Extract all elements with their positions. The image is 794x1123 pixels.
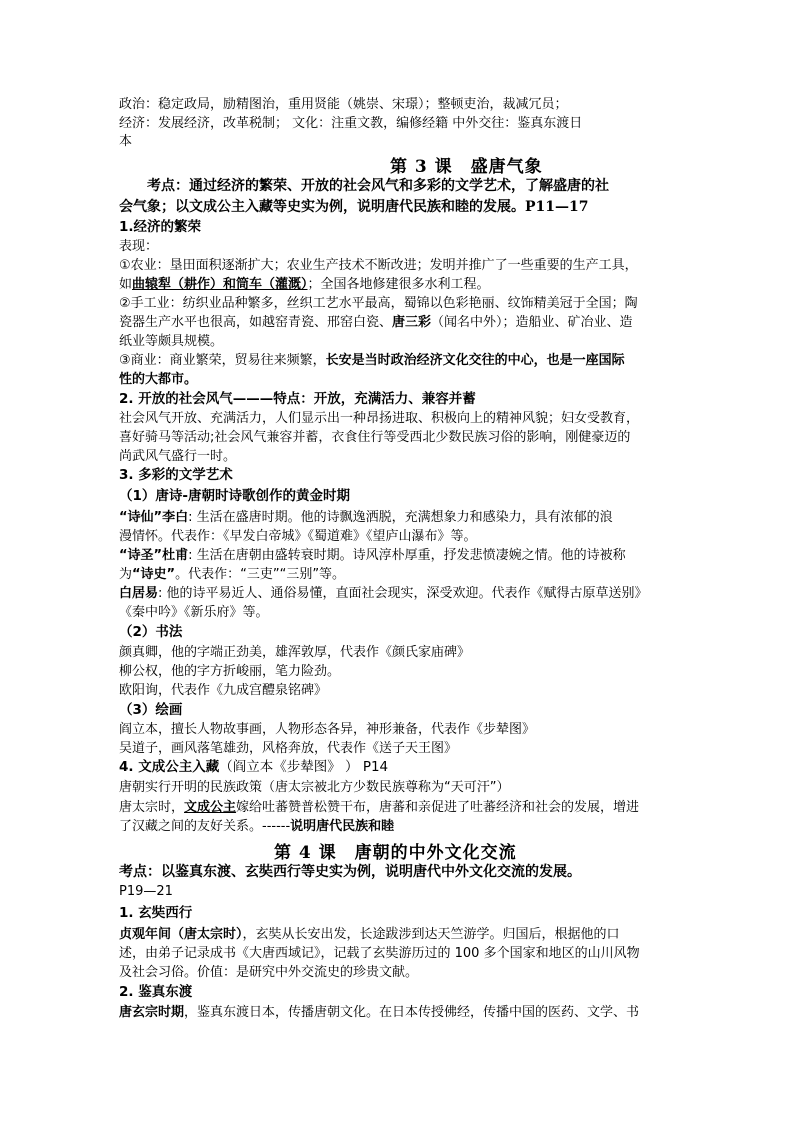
- xuanzang-line1: [119, 925, 620, 944]
- dufu2-bold: “诗史”: [132, 567, 176, 582]
- social-line3: 尚武风气盛行一时。: [119, 449, 237, 464]
- social-line1: 社会风气开放、充满活力，人们显示出一种昂扬进取、积极向上的精神风貌；妇女受教育，: [119, 411, 640, 426]
- dufu-line1: [119, 546, 626, 565]
- wencheng3-pre: 了汉藏之间的友好关系。------: [119, 819, 291, 834]
- agri-pre: 如: [119, 277, 133, 292]
- lesson-3-title: 第 3 课 盛唐气象: [390, 157, 543, 177]
- libai-line2: 漫情怀。代表作：《早发白帝城》《蜀道难》《望庐山瀑布》等。: [119, 529, 477, 544]
- agriculture-line1: ①农业：垦田面积逐渐扩大；农业生产技术不断改进；发明并推广了一些重要的生产工具，: [119, 258, 638, 273]
- hand-post: （闻名中外）；造船业、矿冶业、造: [431, 315, 633, 330]
- section-social-heading: 2. 开放的社会风气———特点：开放，充满活力、兼容并蓄: [119, 391, 476, 407]
- intro-politics-line: 政治：稳定政局，励精图治，重用贤能（姚崇、宋璟）；整顿吏治，裁减冗员；: [119, 97, 568, 112]
- wencheng2-bold: 文成公主: [184, 800, 237, 815]
- wencheng3-bold: 说明唐代民族和睦: [290, 819, 395, 834]
- baijuyi-title: 白居易: [119, 586, 159, 601]
- baijuyi-text: : 他的诗平易近人、通俗易懂，直面社会现实，深受欢迎。代表作《赋得古原草送别》: [158, 586, 648, 601]
- dufu2-pre: 为: [119, 567, 133, 582]
- dufu2-post: 。代表作：“三吏”“三别”等。: [175, 567, 346, 582]
- wencheng2-pre: 唐太宗时，: [119, 800, 185, 815]
- lesson-4-title: 第 4 课 唐朝的中外文化交流: [274, 843, 517, 863]
- economy-label: 表现：: [119, 239, 159, 254]
- ouyangxun-line: 欧阳询，代表作《九成宫醴泉铭碑》: [119, 683, 328, 698]
- commerce-line1: [119, 351, 625, 370]
- dufu-title: “诗圣”杜甫: [119, 548, 189, 563]
- section-arts-heading: 3. 多彩的文学艺术: [119, 467, 233, 483]
- agri-tools: 曲辕犁（耕作）和筒车（灌溉）: [132, 277, 308, 292]
- intro-continued-line: 本: [119, 134, 133, 149]
- lesson-3-keypoint-line2: 会气象；以文成公主入藏等史实为例，说明唐代民族和睦的发展。P11—17: [119, 199, 589, 215]
- comm-bold: 长安是当时政治经济文化交往的中心，也是一座国际: [325, 353, 625, 368]
- xuanzang-line2: 述，由弟子记录成书《大唐西域记》，记载了玄奘游历过的 100 多个国家和地区的山川风物: [119, 946, 640, 961]
- yanliben-line: 阎立本，擅长人物故事画，人物形态各异，神形兼备，代表作《步辇图》: [119, 722, 536, 737]
- wencheng-heading-bold: 4. 文成公主入藏: [119, 759, 220, 775]
- wencheng-line3: [119, 817, 394, 836]
- wencheng-heading-rest: （阎立本《步辇图》 ） P14: [219, 759, 389, 775]
- yanzhenqing-line: 颜真卿，他的字端正劲美，雄浑敦厚，代表作《颜氏家庙碑》: [119, 645, 471, 660]
- painting-subheading: （3）绘画: [119, 702, 183, 718]
- libai-title: “诗仙”李白: [119, 510, 189, 525]
- lesson-4-keypoint-line2: P19—21: [119, 884, 173, 899]
- jianzhen-period: 唐玄宗时期: [119, 1005, 185, 1020]
- lesson-4-keypoint-line1: 考点：以鉴真东渡、玄奘西行等史实为例，说明唐代中外文化交流的发展。: [119, 864, 581, 880]
- section-xuanzang-heading: 1. 玄奘西行: [119, 905, 193, 921]
- libai-text: : 生活在盛唐时期。他的诗飘逸洒脱，充满想象力和感染力，具有浓郁的浪: [188, 510, 613, 525]
- comm-pre: ③商业：商业繁荣，贸易往来频繁，: [119, 353, 326, 368]
- jianzhen-text: ，鉴真东渡日本，传播唐朝文化。在日本传授佛经，传播中国的医药、文学、书: [184, 1005, 640, 1020]
- intro-economy-line: 经济：发展经济，改革税制； 文化：注重文教，编修经籍 中外交往：鉴真东渡日: [119, 116, 583, 131]
- hand-bold: 唐三彩: [392, 315, 432, 330]
- calligraphy-subheading: （2）书法: [119, 624, 183, 640]
- agri-post: ；全国各地修建很多水利工程。: [307, 277, 490, 292]
- lesson-3-keypoint-line1: 考点：通过经济的繁荣、开放的社会风气和多彩的文学艺术，了解盛唐的社: [147, 178, 609, 194]
- social-line2: 喜好骑马等活动;社会风气兼容并蓄，衣食住行等受西北少数民族习俗的影响，刚健豪迈的: [119, 430, 631, 445]
- section-wencheng-heading: [119, 758, 388, 777]
- baijuyi-line1: [119, 584, 648, 603]
- section-jianzhen-heading: 2. 鉴真东渡: [119, 984, 193, 1000]
- wencheng2-post: 嫁给吐蕃赞普松赞干布，唐蕃和亲促进了吐蕃经济和社会的发展，增进: [236, 800, 640, 815]
- libai-line1: [119, 508, 613, 527]
- baijuyi-line2: 《秦中吟》《新乐府》等。: [119, 605, 269, 620]
- wencheng-line1: 唐朝实行开明的民族政策（唐太宗被北方少数民族尊称为“天可汗”）: [119, 780, 510, 795]
- handicraft-line1: ②手工业：纺织业品种繁多，丝织工艺水平最高，蜀锦以色彩艳丽、纹饰精美冠于全国；陶: [119, 296, 638, 311]
- section-economy-heading: 1.经济的繁荣: [119, 219, 202, 235]
- commerce-line2: 性的大都市。: [119, 372, 198, 387]
- wudaozi-line: 吴道子，画风落笔雄劲，风格奔放，代表作《送子天王图》: [119, 741, 458, 756]
- xuanzang-period: 贞观年间（唐太宗时）: [119, 927, 243, 942]
- liugongquan-line: 柳公权，他的字方折峻丽，笔力险劲。: [119, 664, 341, 679]
- poetry-subheading: （1）唐诗-唐朝时诗歌创作的黄金时期: [119, 488, 350, 504]
- xuanzang-text: ，玄奘从长安出发，长途跋涉到达天竺游学。归国后，根据他的口: [242, 927, 620, 942]
- hand-pre: 瓷器生产水平也很高，如越窑青瓷、邢窑白瓷、: [119, 315, 393, 330]
- dufu-line2: [119, 565, 345, 584]
- xuanzang-line3: 及社会习俗。价值：是研究中外交流史的珍贵文献。: [119, 965, 419, 980]
- agriculture-line2: [119, 275, 490, 294]
- handicraft-line2: [119, 313, 633, 332]
- dufu-text: : 生活在唐朝由盛转衰时期。诗风淳朴厚重，抒发悲愤凄婉之情。他的诗被称: [188, 548, 626, 563]
- jianzhen-line1: [119, 1003, 639, 1022]
- wencheng-line2: [119, 798, 639, 817]
- handicraft-line3: 纸业等颇具规模。: [119, 334, 224, 349]
